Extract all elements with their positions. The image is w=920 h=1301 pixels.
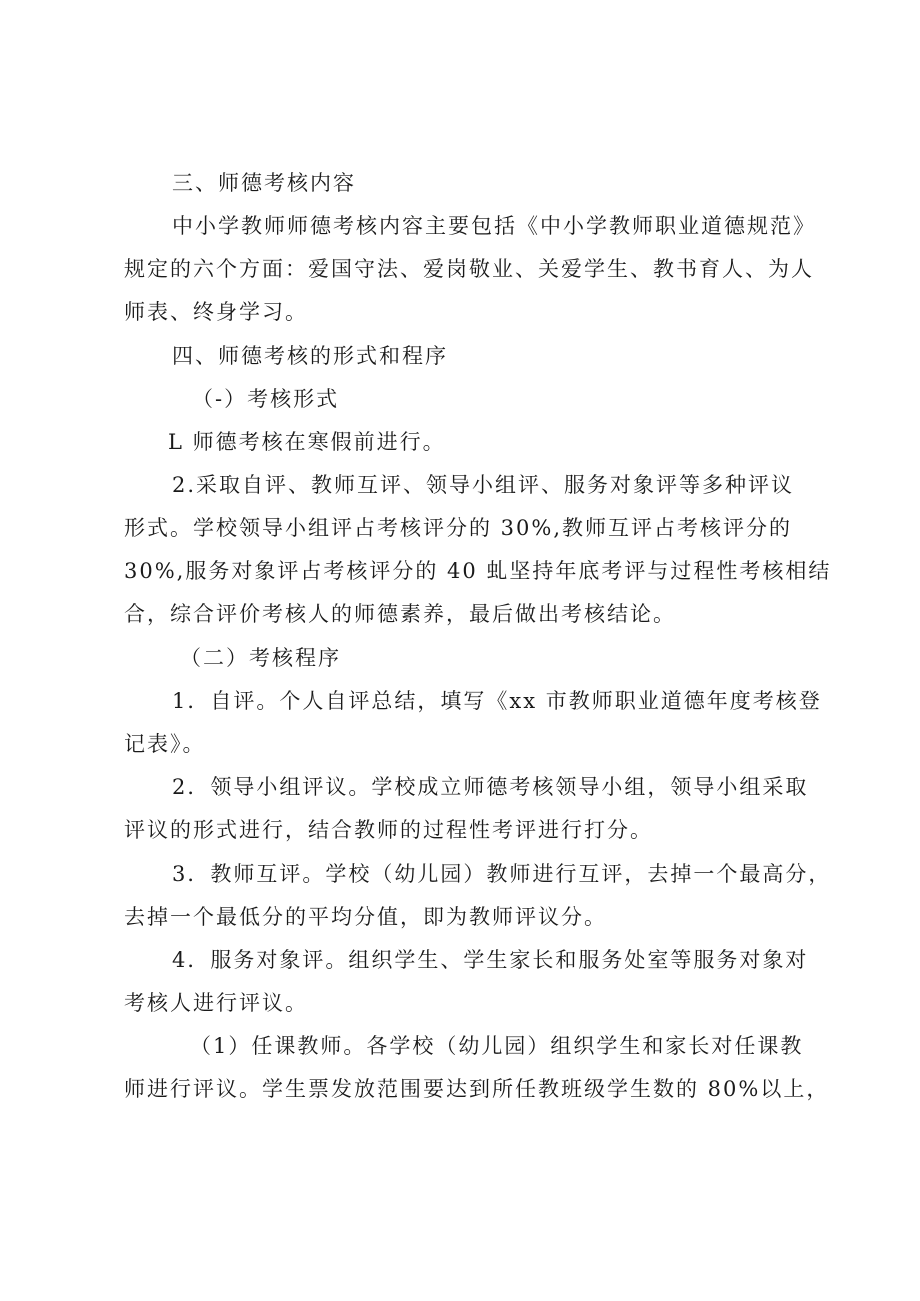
paragraph-line: 形式。学校领导小组评占考核评分的 30%,教师互评占考核评分的 (124, 516, 793, 540)
section-heading-3: 三、师德考核内容 (172, 171, 356, 195)
paragraph-line: 记表》。 (124, 732, 206, 756)
list-item: 4．服务对象评。组织学生、学生家长和服务处室等服务对象对 (172, 948, 809, 972)
paragraph-line: 去掉一个最低分的平均分值，即为教师评议分。 (124, 905, 607, 929)
paragraph-line: 中小学教师师德考核内容主要包括《中小学教师职业道德规范》 (172, 214, 816, 238)
list-item: 2.采取自评、教师互评、领导小组评、服务对象评等多种评议 (172, 473, 795, 497)
subsection-heading-form: （-）考核形式 (192, 387, 340, 411)
paragraph-line: 30%,服务对象评占考核评分的 40 虬坚持年底考评与过程性考核相结 (124, 559, 832, 583)
paragraph-line: 合，综合评价考核人的师德素养，最后做出考核结论。 (124, 602, 676, 626)
subsection-heading-procedure: （二）考核程序 (180, 646, 341, 670)
list-item: 1．自评。个人自评总结，填写《xx 市教师职业道德年度考核登 (172, 689, 822, 713)
paragraph-line: 考核人进行评议。 (124, 991, 308, 1015)
paragraph-line: 师表、终身学习。 (124, 300, 308, 324)
list-item: L 师德考核在寒假前进行。 (168, 430, 446, 454)
paragraph-line: 规定的六个方面：爱国守法、爱岗敬业、关爱学生、教书育人、为人 (124, 257, 814, 281)
sub-list-item: （1）任课教师。各学校（幼儿园）组织学生和家长对任课教 (190, 1034, 804, 1058)
list-item: 3．教师互评。学校（幼儿园）教师进行互评，去掉一个最高分， (172, 862, 832, 886)
list-item: 2．领导小组评议。学校成立师德考核领导小组，领导小组采取 (172, 775, 809, 799)
paragraph-line: 师进行评议。学生票发放范围要达到所任教班级学生数的 80%以上， (124, 1077, 830, 1101)
paragraph-line: 评议的形式进行，结合教师的过程性考评进行打分。 (124, 818, 653, 842)
section-heading-4: 四、师德考核的形式和程序 (172, 344, 448, 368)
